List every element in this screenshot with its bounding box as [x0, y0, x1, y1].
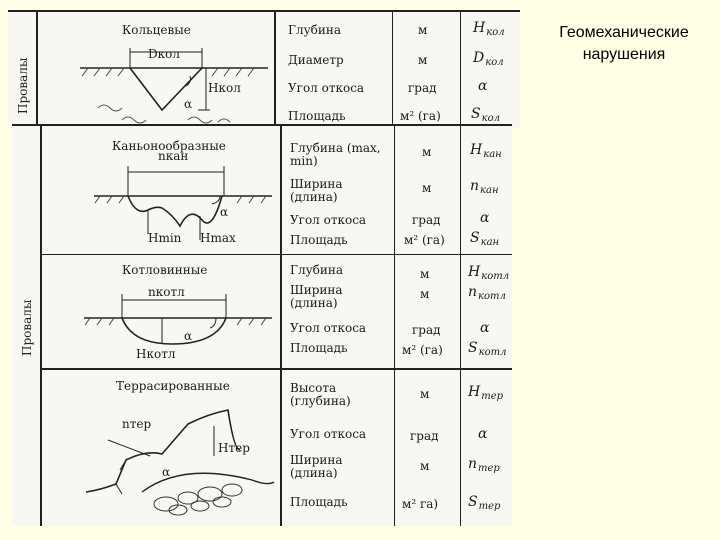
param-label: Угол откоса — [290, 427, 367, 441]
symbol-sub: котл — [478, 291, 506, 302]
unit-label: м — [420, 459, 430, 473]
unit-label: м² (га) — [404, 233, 445, 247]
param-label: Ширина (длина) — [290, 283, 343, 310]
rule — [12, 124, 512, 126]
diagram-label: α — [184, 97, 193, 111]
section-name: Кольцевые — [122, 23, 191, 37]
param-label: Глубина — [288, 23, 342, 37]
param-label: Площадь — [290, 233, 348, 247]
symbol: H — [473, 20, 486, 36]
diagram-label: Dкол — [148, 47, 180, 61]
unit-label: м — [420, 387, 430, 401]
slide-title: Геомеханические нарушения — [559, 24, 689, 63]
diagram-label: α — [184, 329, 193, 343]
rule — [40, 368, 512, 370]
diagram-terrasy — [82, 400, 278, 522]
param-label: Площадь — [290, 341, 348, 355]
diagram-label: α — [220, 205, 229, 219]
rule — [394, 124, 395, 526]
side-label-top: Провалы — [16, 57, 30, 114]
symbol-sub: кол — [485, 57, 504, 68]
param-label: Площадь — [288, 109, 346, 123]
rule — [40, 254, 512, 255]
rule — [392, 10, 393, 128]
symbol: H — [468, 264, 481, 280]
param-label: Угол откоса — [290, 321, 367, 335]
symbol: α — [478, 78, 488, 94]
symbol: S — [471, 106, 481, 122]
param-label: Площадь — [290, 495, 348, 509]
symbol-sub: котл — [481, 271, 510, 282]
diagram-label: Hтер — [218, 441, 250, 455]
unit-label: м — [420, 267, 430, 281]
side-label-main: Провалы — [20, 299, 34, 356]
symbol-sub: кол — [486, 27, 505, 38]
unit-label: м² (га) — [402, 343, 443, 357]
symbol-sub: кан — [483, 149, 502, 160]
symbol: n — [468, 456, 478, 472]
unit-label: град — [412, 323, 441, 337]
param-label: Глубина (max, min) — [290, 141, 381, 168]
symbol: α — [480, 210, 490, 226]
rule — [274, 10, 276, 128]
section-name: Террасированные — [116, 379, 230, 393]
rule — [460, 124, 461, 526]
symbol-sub: тер — [478, 463, 500, 474]
symbol: S — [470, 230, 480, 246]
unit-label: м² га) — [402, 497, 439, 511]
unit-label: град — [412, 213, 441, 227]
param-label: Угол откоса — [288, 81, 365, 95]
scan-main-table — [12, 124, 512, 526]
rule — [8, 10, 520, 12]
diagram-label: Hmin — [148, 231, 182, 245]
symbol-sub: тер — [478, 501, 501, 512]
unit-label: м — [420, 287, 430, 301]
section-name: Котловинные — [122, 263, 208, 277]
symbol-sub: котл — [478, 347, 507, 358]
symbol-sub: тер — [481, 391, 504, 402]
symbol-sub: кан — [480, 237, 500, 248]
diagram-label: nкотл — [148, 285, 185, 299]
symbol: H — [468, 384, 481, 400]
diagram-kanyon — [92, 154, 272, 250]
symbol-sub: кол — [481, 113, 500, 124]
diagram-label: nкан — [158, 149, 189, 163]
symbol: H — [470, 142, 483, 158]
symbol: D — [473, 50, 485, 66]
param-label: Угол откоса — [290, 213, 367, 227]
diagram-label: nтер — [122, 417, 152, 431]
diagram-label: Hкол — [208, 81, 241, 95]
symbol: α — [478, 426, 488, 442]
symbol: n — [468, 284, 478, 300]
scan-top-table — [8, 10, 520, 128]
param-label: Ширина (длина) — [290, 453, 343, 480]
rule — [460, 10, 461, 128]
param-label: Высота (глубина) — [290, 381, 351, 408]
unit-label: град — [408, 81, 437, 95]
diagram-label: α — [162, 465, 171, 479]
unit-label: м — [422, 181, 432, 195]
unit-label: м — [418, 23, 428, 37]
rule — [280, 124, 282, 526]
param-label: Глубина — [290, 263, 344, 277]
param-label: Ширина (длина) — [290, 177, 343, 204]
section-name: Каньонообразные — [112, 139, 226, 153]
symbol: n — [470, 178, 480, 194]
rule — [36, 10, 38, 128]
symbol: S — [468, 340, 478, 356]
unit-label: м² (га) — [400, 109, 441, 123]
rule — [40, 124, 42, 526]
diagram-label: Hкотл — [136, 347, 176, 361]
symbol: α — [480, 320, 490, 336]
symbol-sub: кан — [480, 185, 499, 196]
diagram-label: Hmax — [200, 231, 236, 245]
unit-label: град — [410, 429, 439, 443]
unit-label: м — [418, 53, 428, 67]
unit-label: м — [422, 145, 432, 159]
param-label: Диаметр — [288, 53, 344, 67]
symbol: S — [468, 494, 478, 510]
